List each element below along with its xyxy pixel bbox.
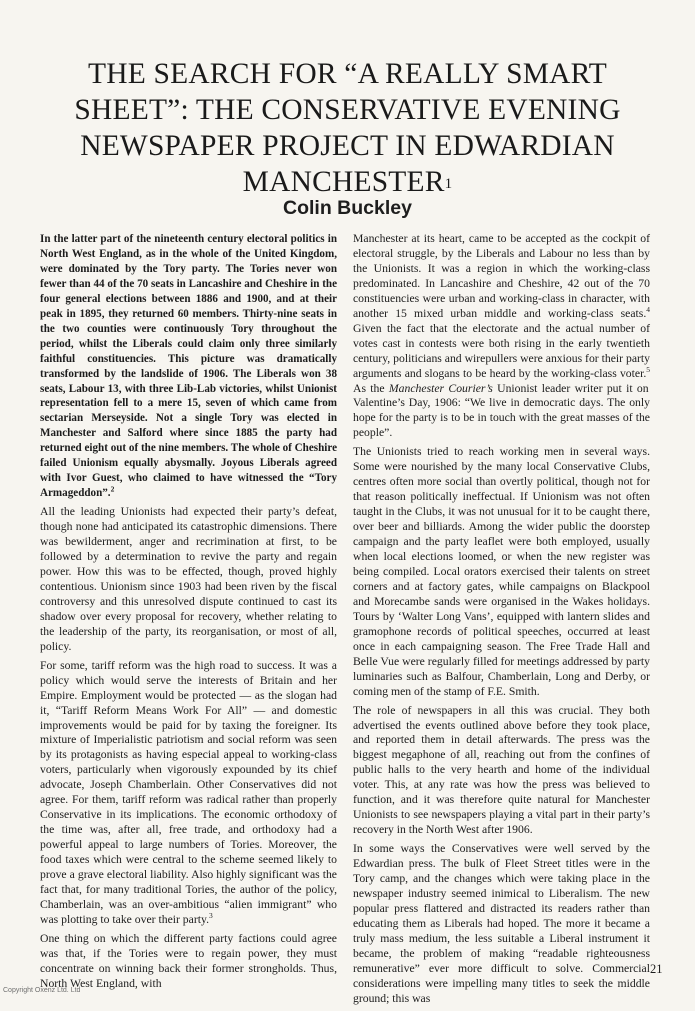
body-paragraph-text: Given the fact that the electorate and the actual number of votes cast in contests were both rising in the early twentieth century, politicians and wirepullers were anxious for their party arguments and slogans to be heard by the working-class voter. (353, 321, 650, 380)
body-paragraph: One thing on which the different party factions could agree was that, if the Tories were to regain power, they must concentrate on winning back their former strongholds. Thus, North West England, with (40, 931, 337, 990)
author-byline: Colin Buckley (283, 197, 412, 219)
title-footnote-marker: 1 (444, 176, 453, 192)
footnote-marker: 5 (646, 364, 650, 374)
body-paragraph-text: As the (353, 381, 389, 395)
body-paragraph-text: Unionist leader writer put it on Valentine’s Day, 1906: “We live in democratic days. The only hope for the party is to be in touch with the great masses of the people”. (353, 381, 650, 440)
body-paragraph-text: Manchester at its heart, came to be accepted as the cockpit of electoral struggle, by the Liberals and Labour no less than by the Unionists. It was a region in which the working-class predominated. In Lancashire and Cheshire, 42 out of the 70 constituencies were urban and working-class in character, with another 15 mixed urban middle and working-class seats. (353, 232, 650, 320)
left-column (40, 232, 337, 996)
body-paragraph: All the leading Unionists had expected their party’s defeat, though none had anticipated its catastrophic dimensions. There was bewilderment, anger and recrimination at first, to be followed by a determination to revive the party and regain power. How this was to be effected, though, proved highly contentious. Unionism since 1903 had been riven by the fiscal controversy and this unresolved dispute continued to cast its shadow over every proposal for recovery, whether relating to the leadership of the party, its reorganisation, or most of all, policy. (40, 505, 337, 653)
body-paragraph-text: For some, tariff reform was the high road to success. It was a policy which would serve the interests of Britain and her Empire. Employment would be protected — as the slogan had it, “Tariff Reform Means Work For All” — and domestic improvements would be paid for by taxing the foreigner. Its mixture of Imperialistic patriotism and social reform was seen by its protagonists as having especial appeal to working-class voters, particularly when vigorously expounded by its chief advocate, Joseph Chamberlain. Other Conservatives did not agree. For them, tariff reform was radical rather than properly Conservative in its implications. The economic orthodoxy of the time was, after all, free trade, and orthodoxy had a powerful appeal to large numbers of Tories. Moreover, the food taxes which were central to the scheme seemed likely to prove a grave electoral liability. Also highly significant was the fact that, for many traditional Tories, the author of the policy, Chamberlain, was an over-ambitious “alien immigrant” who was plotting to take over their party. (40, 658, 337, 926)
lead-paragraph-text: In the latter part of the nineteenth century electoral politics in North West England, as in the whole of the United Kingdom, were dominated by the Tory party. The Tories never won fewer than 44 of the 70 seats in Lancashire and Cheshire in the four general elections between 1886 and 1900, and at their peak in 1895, they returned 60 members. Thirty-nine seats in the two counties were continuously Tory throughout the period, whilst the Liberals could claim only three similarly faithful constituencies. This picture was dramatically transformed by the landslide of 1906. The Liberals won 38 seats, Labour 13, with three Lib-Lab victories, whilst Unionist representation fell to a mere 15, seven of which came from sectarian Merseyside. Not a single Tory was elected in Manchester and Salford where since 1885 the party had returned eight out of the nine members. The whole of Cheshire failed Unionism equally abysmally. Joyous Liberals agreed with Ivor Guest, who claimed to have witnessed the “Tory Armageddon”. (40, 233, 337, 500)
body-paragraph: In some ways the Conservatives were well served by the Edwardian press. The bulk of Fleet Street titles were in the Tory camp, and the changes which were taking place in the newspaper industry seemed inimical to Liberalism. The new popular press flattered and distracted its readers rather than educating them as Liberals had hoped. The more it became a truly mass medium, the less suitable a Liberal instrument it became, the problem of making “readable righteousness remunerative” ever more difficult to solve. Commercial considerations were impelling many titles to seek the middle ground; this was (353, 842, 650, 1005)
article-title-text: THE SEARCH FOR “A REALLY SMART SHEET”: THE CONSERVATIVE EVENING NEWSPAPER PROJECT IN EDWARDIAN MANCHESTER (74, 58, 621, 198)
lead-paragraph (40, 232, 337, 501)
body-paragraph: The role of newspapers in all this was crucial. They both advertised the events outlined above before they took place, and reported them in detail afterwards. The press was the biggest megaphone of all, reaching out from the confines of public halls to the very hearth and home of the individual voter. This, at any rate was how the press was believed to function, and it was therefore quite natural for Manchester Unionists to see newspapers playing a vital part in their party’s recovery in the North West after 1906. (353, 703, 650, 837)
copyright-notice: Copyright Oxenz Ltd. Ltd (3, 987, 81, 994)
body-paragraph: The Unionists tried to reach working men in several ways. Some were nourished by the many local Conservative Clubs, centres often more social than overtly political, though not for that reason politically ineffectual. If Unionism was not often taught in the Clubs, it was not unusual for it to be caught there, over beer and billiards. Among the wider public the doorstep campaign and the party leaflet were both employed, usually when local elections loomed, or when the new register was being compiled. Local orators exercised their talents on street corners and at factory gates, while campaigns on Blackpool and Morecambe sands were organised in the Wakes holidays. Tours by ‘Walter Long Vans’, equipped with lantern slides and gramophone records of political speeches, occurred at least once in each campaigning season. The Free Trade Hall and Belle Vue were regularly filled for meetings addressed by party luminaries such as Balfour, Chamberlain, Long and Derby, or coming men of the stamp of F.E. Smith. (353, 445, 650, 698)
body-paragraph (40, 659, 337, 928)
body-paragraph (353, 232, 650, 441)
footnote-marker: 3 (209, 911, 213, 920)
footnote-marker: 4 (646, 304, 650, 314)
article-title (30, 56, 665, 200)
page-number: 21 (650, 962, 663, 976)
footnote-marker: 2 (110, 484, 115, 494)
right-column (353, 232, 650, 1011)
newspaper-title: Manchester Courier’s (388, 381, 493, 395)
